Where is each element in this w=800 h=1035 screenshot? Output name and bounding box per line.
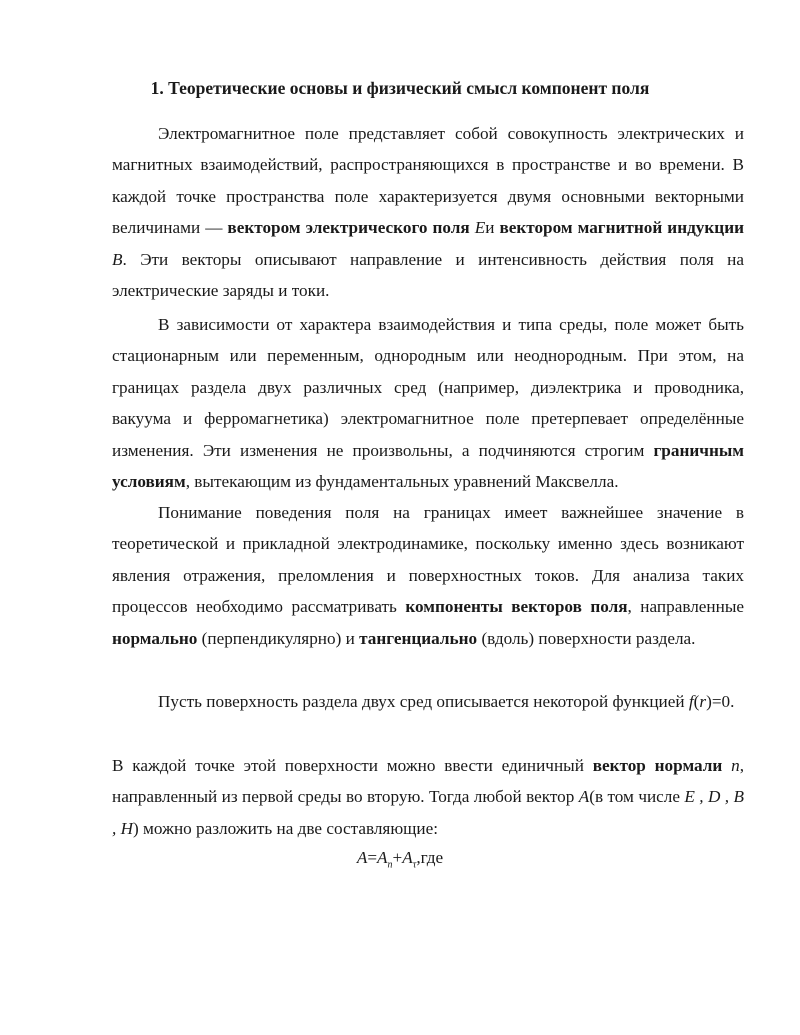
formula-plus: +: [392, 848, 403, 867]
p4-equals-zero: =0.: [711, 692, 735, 711]
p4-var-r: r: [699, 692, 707, 711]
p4-func-f: f: [688, 692, 694, 711]
paragraph-2: [112, 309, 744, 497]
p1-text-f: . Эти векторы описывают направление и интенсивность действия поля на электрические заряды и токи.: [112, 249, 744, 301]
formula-a-tangent: A: [402, 848, 413, 867]
formula-sub-tau: τ: [412, 859, 417, 871]
p3-bold-tangentially: тангенциально: [359, 628, 478, 648]
p4-text-a: Пусть поверхность раздела двух сред описывается некоторой функцией: [158, 692, 689, 711]
p1-bold-magnetic-induction: вектором магнитной индукции: [499, 218, 744, 238]
p1-text-c: и: [485, 218, 500, 238]
p5-var-a: A: [578, 787, 590, 807]
p1-var-e: E: [474, 218, 486, 238]
p4-paren-close: ): [706, 692, 712, 711]
p5-bold-normal-vector: вектор нормали: [592, 756, 723, 775]
p1-var-b: B: [112, 249, 123, 269]
p5-text-f: ) можно разложить на две составляющие:: [133, 818, 439, 838]
p5-text-c: [722, 756, 731, 775]
p3-text-a: Понимание поведения поля на границах имеет важнейшее значение в теоретической и прикладной электродинамике, поскольку именно здесь возникают явления отражения, преломления и поверхностных токов. Для анализа таких процессов необходимо рассматривать: [112, 503, 744, 617]
p3-text-c: , направленные: [627, 597, 744, 617]
formula-lhs: A: [356, 848, 368, 867]
p2-bold-boundary-conditions: граничным условиям: [112, 440, 744, 492]
paragraph-1: [112, 118, 744, 306]
paragraph-5: [112, 750, 744, 844]
decomposition-formula: [0, 846, 800, 877]
p1-bold-electric-field: вектором электрического поля: [227, 218, 470, 238]
formula-equals: =: [367, 848, 378, 867]
formula-tail: ,где: [416, 848, 444, 867]
formula-sub-n: n: [387, 859, 393, 871]
p5-text-e: (в том числе: [589, 787, 685, 807]
p3-bold-vector-components: компоненты векторов поля: [405, 597, 628, 617]
p3-text-e: (вдоль) поверхности раздела.: [477, 628, 696, 648]
section-title: 1. Теоретические основы и физический смысл компонент поля: [150, 78, 650, 98]
paragraph-3: [112, 497, 744, 654]
p3-text-d: (перпендикулярно) и: [197, 628, 360, 648]
p5-text-a: В каждой точке этой поверхности можно ввести единичный: [112, 756, 593, 775]
p1-text-a: Электромагнитное поле представляет собой совокупность электрических и магнитных взаимодействий, распространяющихся в пространстве и во времени. В каждой точке пространства поле характеризуется двумя основными векторными величинами —: [112, 124, 744, 238]
p4-paren-open: (: [693, 692, 700, 711]
p2-text-c: , вытекающим из фундаментальных уравнений Максвелла.: [185, 472, 619, 492]
p5-var-n: n: [731, 756, 740, 775]
p3-bold-normally: нормально: [112, 628, 198, 648]
paragraph-4: [112, 686, 744, 717]
p5-vars-edbh: E , D , B , H: [112, 787, 744, 838]
p2-text-a: В зависимости от характера взаимодействия и типа среды, поле может быть стационарным или переменным, однородным или неоднородным. При этом, на границах раздела двух различных сред (например, диэлектрика и проводника, вакуума и ферромагнетика) электромагнитное поле претерпевает определённые изменения. Эти изменения не произвольны, а подчиняются строгим: [112, 315, 744, 460]
formula-a-normal: A: [377, 848, 388, 867]
p5-text-d: , направленный из первой среды во вторую. Тогда любой вектор: [112, 756, 745, 807]
